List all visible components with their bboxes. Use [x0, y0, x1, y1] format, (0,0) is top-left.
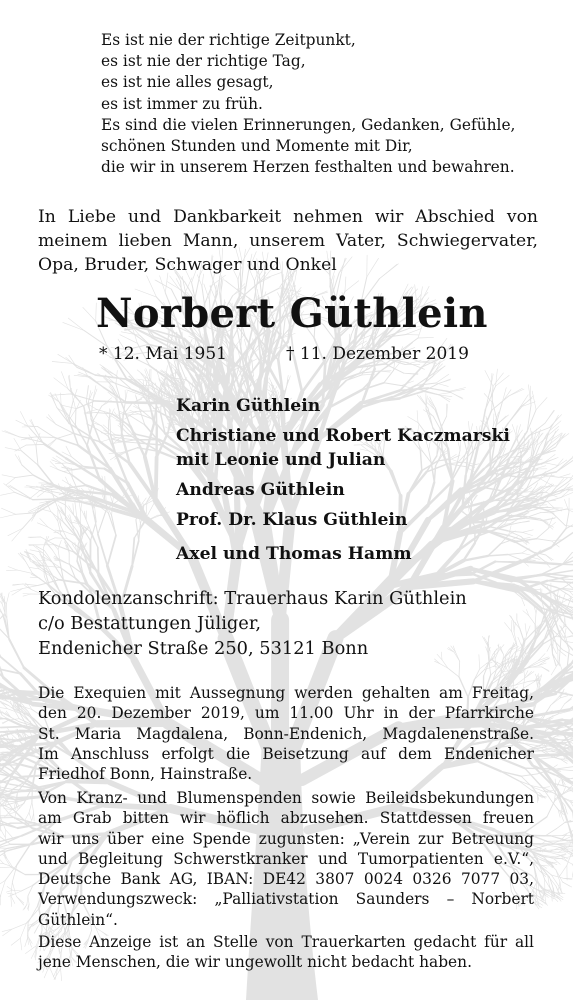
closing-line: jene Menschen, die wir ungewollt nicht bedacht haben.: [38, 953, 472, 972]
funeral-line: den 20. Dezember 2019, um 11.00 Uhr in der Pfarrkirche: [38, 704, 534, 723]
address-line: Endenicher Straße 250, 53121 Bonn: [38, 638, 369, 659]
address-line: Kondolenzanschrift: Trauerhaus Karin Güthlein: [38, 588, 467, 609]
poem-line: es ist nie alles gesagt,: [101, 73, 274, 92]
mourner-name: Andreas Güthlein: [176, 480, 345, 500]
donation-line: Von Kranz- und Blumenspenden sowie Beileidsbekundungen: [38, 789, 534, 807]
donation-line: und Begleitung Schwerstkranker und Tumorpatienten e.V.“,: [38, 849, 534, 868]
closing-line: Diese Anzeige ist an Stelle von Trauerkarten gedacht für all: [38, 933, 534, 951]
donation-request: [38, 788, 534, 930]
poem-line: es ist nie der richtige Tag,: [101, 52, 306, 71]
poem-line: es ist immer zu früh.: [101, 94, 263, 113]
mourner-name: Prof. Dr. Klaus Güthlein: [176, 510, 408, 530]
mourner-name: mit Leonie und Julian: [176, 450, 386, 470]
poem-line: schönen Stunden und Momente mit Dir,: [101, 137, 413, 156]
mourners-list: [176, 394, 510, 566]
donation-line: am Grab bitten wir höflich abzusehen. Stattdessen freuen: [38, 809, 534, 828]
poem-line: die wir in unserem Herzen festhalten und bewahren.: [101, 158, 515, 177]
funeral-line: Friedhof Bonn, Hainstraße.: [38, 765, 253, 784]
deceased-name: Norbert Güthlein: [96, 290, 488, 337]
funeral-line: Im Anschluss erfolgt die Beisetzung auf dem Endenicher: [38, 744, 534, 763]
funeral-line: St. Maria Magdalena, Bonn-Endenich, Magdalenenstraße.: [38, 724, 534, 743]
mourner-name: Christiane und Robert Kaczmarski: [176, 426, 510, 446]
condolence-address: [38, 586, 467, 661]
birth-date: * 12. Mai 1951: [99, 344, 227, 364]
donation-line: Deutsche Bank AG, IBAN: DE42 3807 0024 0326 7077 03,: [38, 870, 534, 889]
mourner-name: Axel und Thomas Hamm: [176, 544, 412, 564]
poem: [101, 30, 515, 178]
death-date: † 11. Dezember 2019: [286, 344, 469, 364]
poem-line: Es sind die vielen Erinnerungen, Gedanken, Gefühle,: [101, 115, 516, 134]
donation-line: Verwendungszweck: „Palliativstation Saunders – Norbert: [38, 890, 534, 909]
funeral-details: [38, 683, 534, 784]
address-line: c/o Bestattungen Jüliger,: [38, 613, 262, 634]
poem-line: Es ist nie der richtige Zeitpunkt,: [101, 31, 356, 49]
closing-note: [38, 932, 534, 973]
funeral-line: Die Exequien mit Aussegnung werden gehalten am Freitag,: [38, 684, 534, 702]
donation-line: wir uns über eine Spende zugunsten: „Verein zur Betreuung: [38, 829, 534, 848]
donation-line: Güthlein“.: [38, 910, 118, 929]
mourner-name: Karin Güthlein: [176, 396, 321, 416]
farewell-intro: In Liebe und Dankbarkeit nehmen wir Abschied von meinem lieben Mann, unserem Vater, Schwiegervater, Opa, Bruder, Schwager und Onkel: [38, 207, 538, 275]
